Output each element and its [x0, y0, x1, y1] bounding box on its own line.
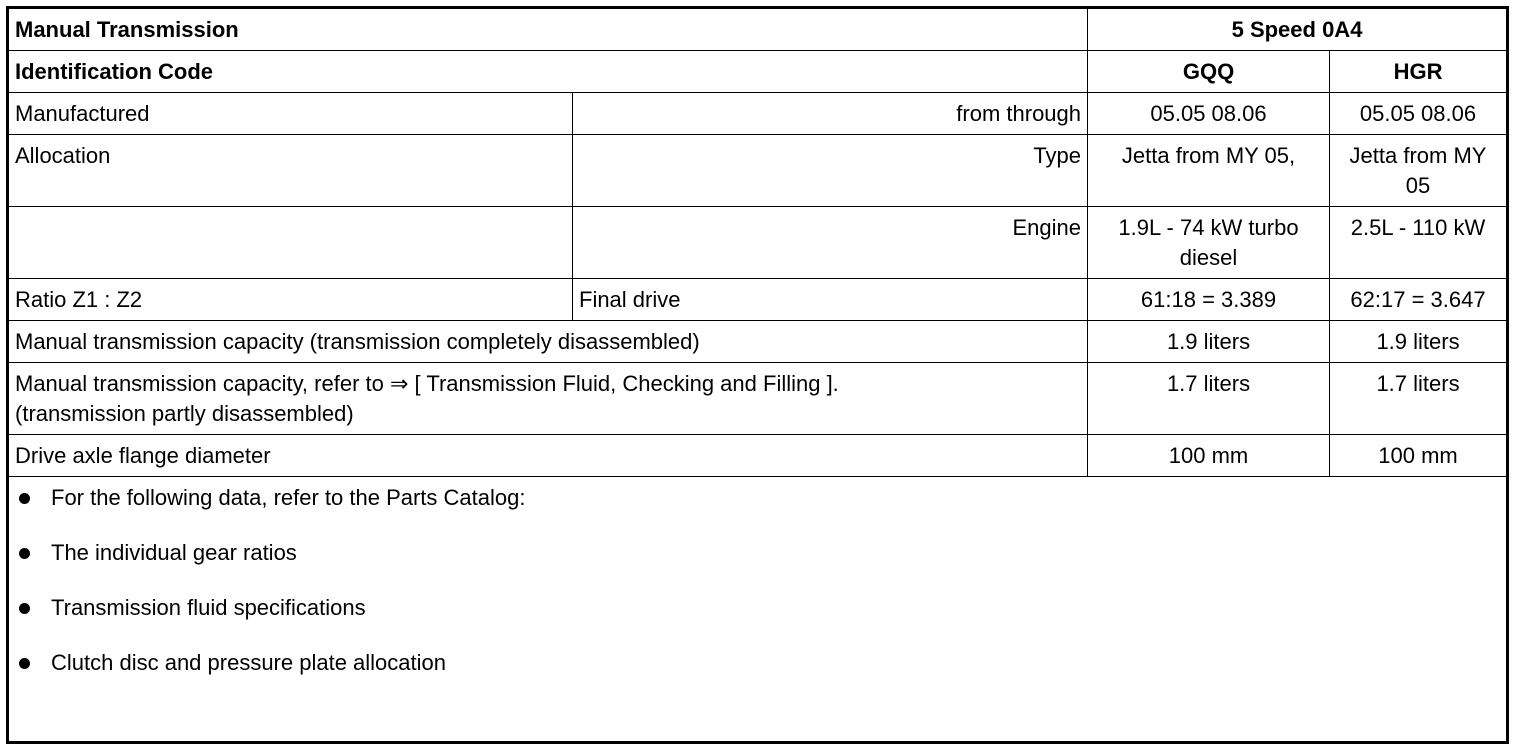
ratio-row: [8, 279, 1508, 321]
id-code-row: [8, 51, 1508, 93]
allocation-sublabel: Type: [573, 135, 1088, 207]
transmission-spec-table: [6, 6, 1509, 744]
notes-cell: [8, 477, 1508, 743]
capacity-full-gqq: 1.9 liters: [1088, 321, 1330, 363]
bullet-icon: [19, 493, 30, 504]
flange-row: [8, 435, 1508, 477]
engine-row: [8, 207, 1508, 279]
capacity-full-row: [8, 321, 1508, 363]
list-item: [15, 538, 1500, 568]
note-text: Transmission fluid specifications: [51, 595, 366, 620]
notes-list: [15, 483, 1500, 678]
engine-empty-cell: [8, 207, 573, 279]
ratio-label: Ratio Z1 : Z2: [8, 279, 573, 321]
flange-hgr: 100 mm: [1330, 435, 1508, 477]
manufactured-gqq: 05.05 08.06: [1088, 93, 1330, 135]
note-text: The individual gear ratios: [51, 540, 297, 565]
manufactured-row: [8, 93, 1508, 135]
bullet-icon: [19, 548, 30, 559]
allocation-label: Allocation: [8, 135, 573, 207]
table-title: Manual Transmission: [8, 8, 1088, 51]
allocation-gqq: Jetta from MY 05,: [1088, 135, 1330, 207]
ratio-sublabel: Final drive: [573, 279, 1088, 321]
code-gqq: GQQ: [1088, 51, 1330, 93]
bullet-icon: [19, 603, 30, 614]
list-item: [15, 593, 1500, 623]
notes-row: [8, 477, 1508, 743]
title-row: [8, 8, 1508, 51]
capacity-partial-label: [8, 363, 1088, 435]
flange-label: Drive axle flange diameter: [8, 435, 1088, 477]
list-item: [15, 648, 1500, 678]
bullet-icon: [19, 658, 30, 669]
note-text: For the following data, refer to the Parts Catalog:: [51, 485, 526, 510]
transmission-type: 5 Speed 0A4: [1088, 8, 1508, 51]
code-hgr: HGR: [1330, 51, 1508, 93]
capacity-partial-row: [8, 363, 1508, 435]
manufactured-hgr: 05.05 08.06: [1330, 93, 1508, 135]
allocation-row: [8, 135, 1508, 207]
ratio-gqq: 61:18 = 3.389: [1088, 279, 1330, 321]
capacity-partial-gqq: 1.7 liters: [1088, 363, 1330, 435]
capacity-partial-line2: (transmission partly disassembled): [15, 401, 354, 426]
id-code-label: Identification Code: [8, 51, 1088, 93]
capacity-partial-line1[interactable]: Manual transmission capacity, refer to ⇒ [ Transmission Fluid, Checking and Filling ].: [15, 371, 839, 396]
capacity-partial-hgr: 1.7 liters: [1330, 363, 1508, 435]
flange-gqq: 100 mm: [1088, 435, 1330, 477]
manufactured-label: Manufactured: [8, 93, 573, 135]
list-item: [15, 483, 1500, 513]
manufactured-sublabel: from through: [573, 93, 1088, 135]
engine-hgr: 2.5L - 110 kW: [1330, 207, 1508, 279]
ratio-hgr: 62:17 = 3.647: [1330, 279, 1508, 321]
note-text: Clutch disc and pressure plate allocation: [51, 650, 447, 675]
capacity-full-label: Manual transmission capacity (transmission completely disassembled): [8, 321, 1088, 363]
capacity-full-hgr: 1.9 liters: [1330, 321, 1508, 363]
engine-gqq: 1.9L - 74 kW turbo diesel: [1088, 207, 1330, 279]
engine-sublabel: Engine: [573, 207, 1088, 279]
allocation-hgr: Jetta from MY 05: [1330, 135, 1508, 207]
